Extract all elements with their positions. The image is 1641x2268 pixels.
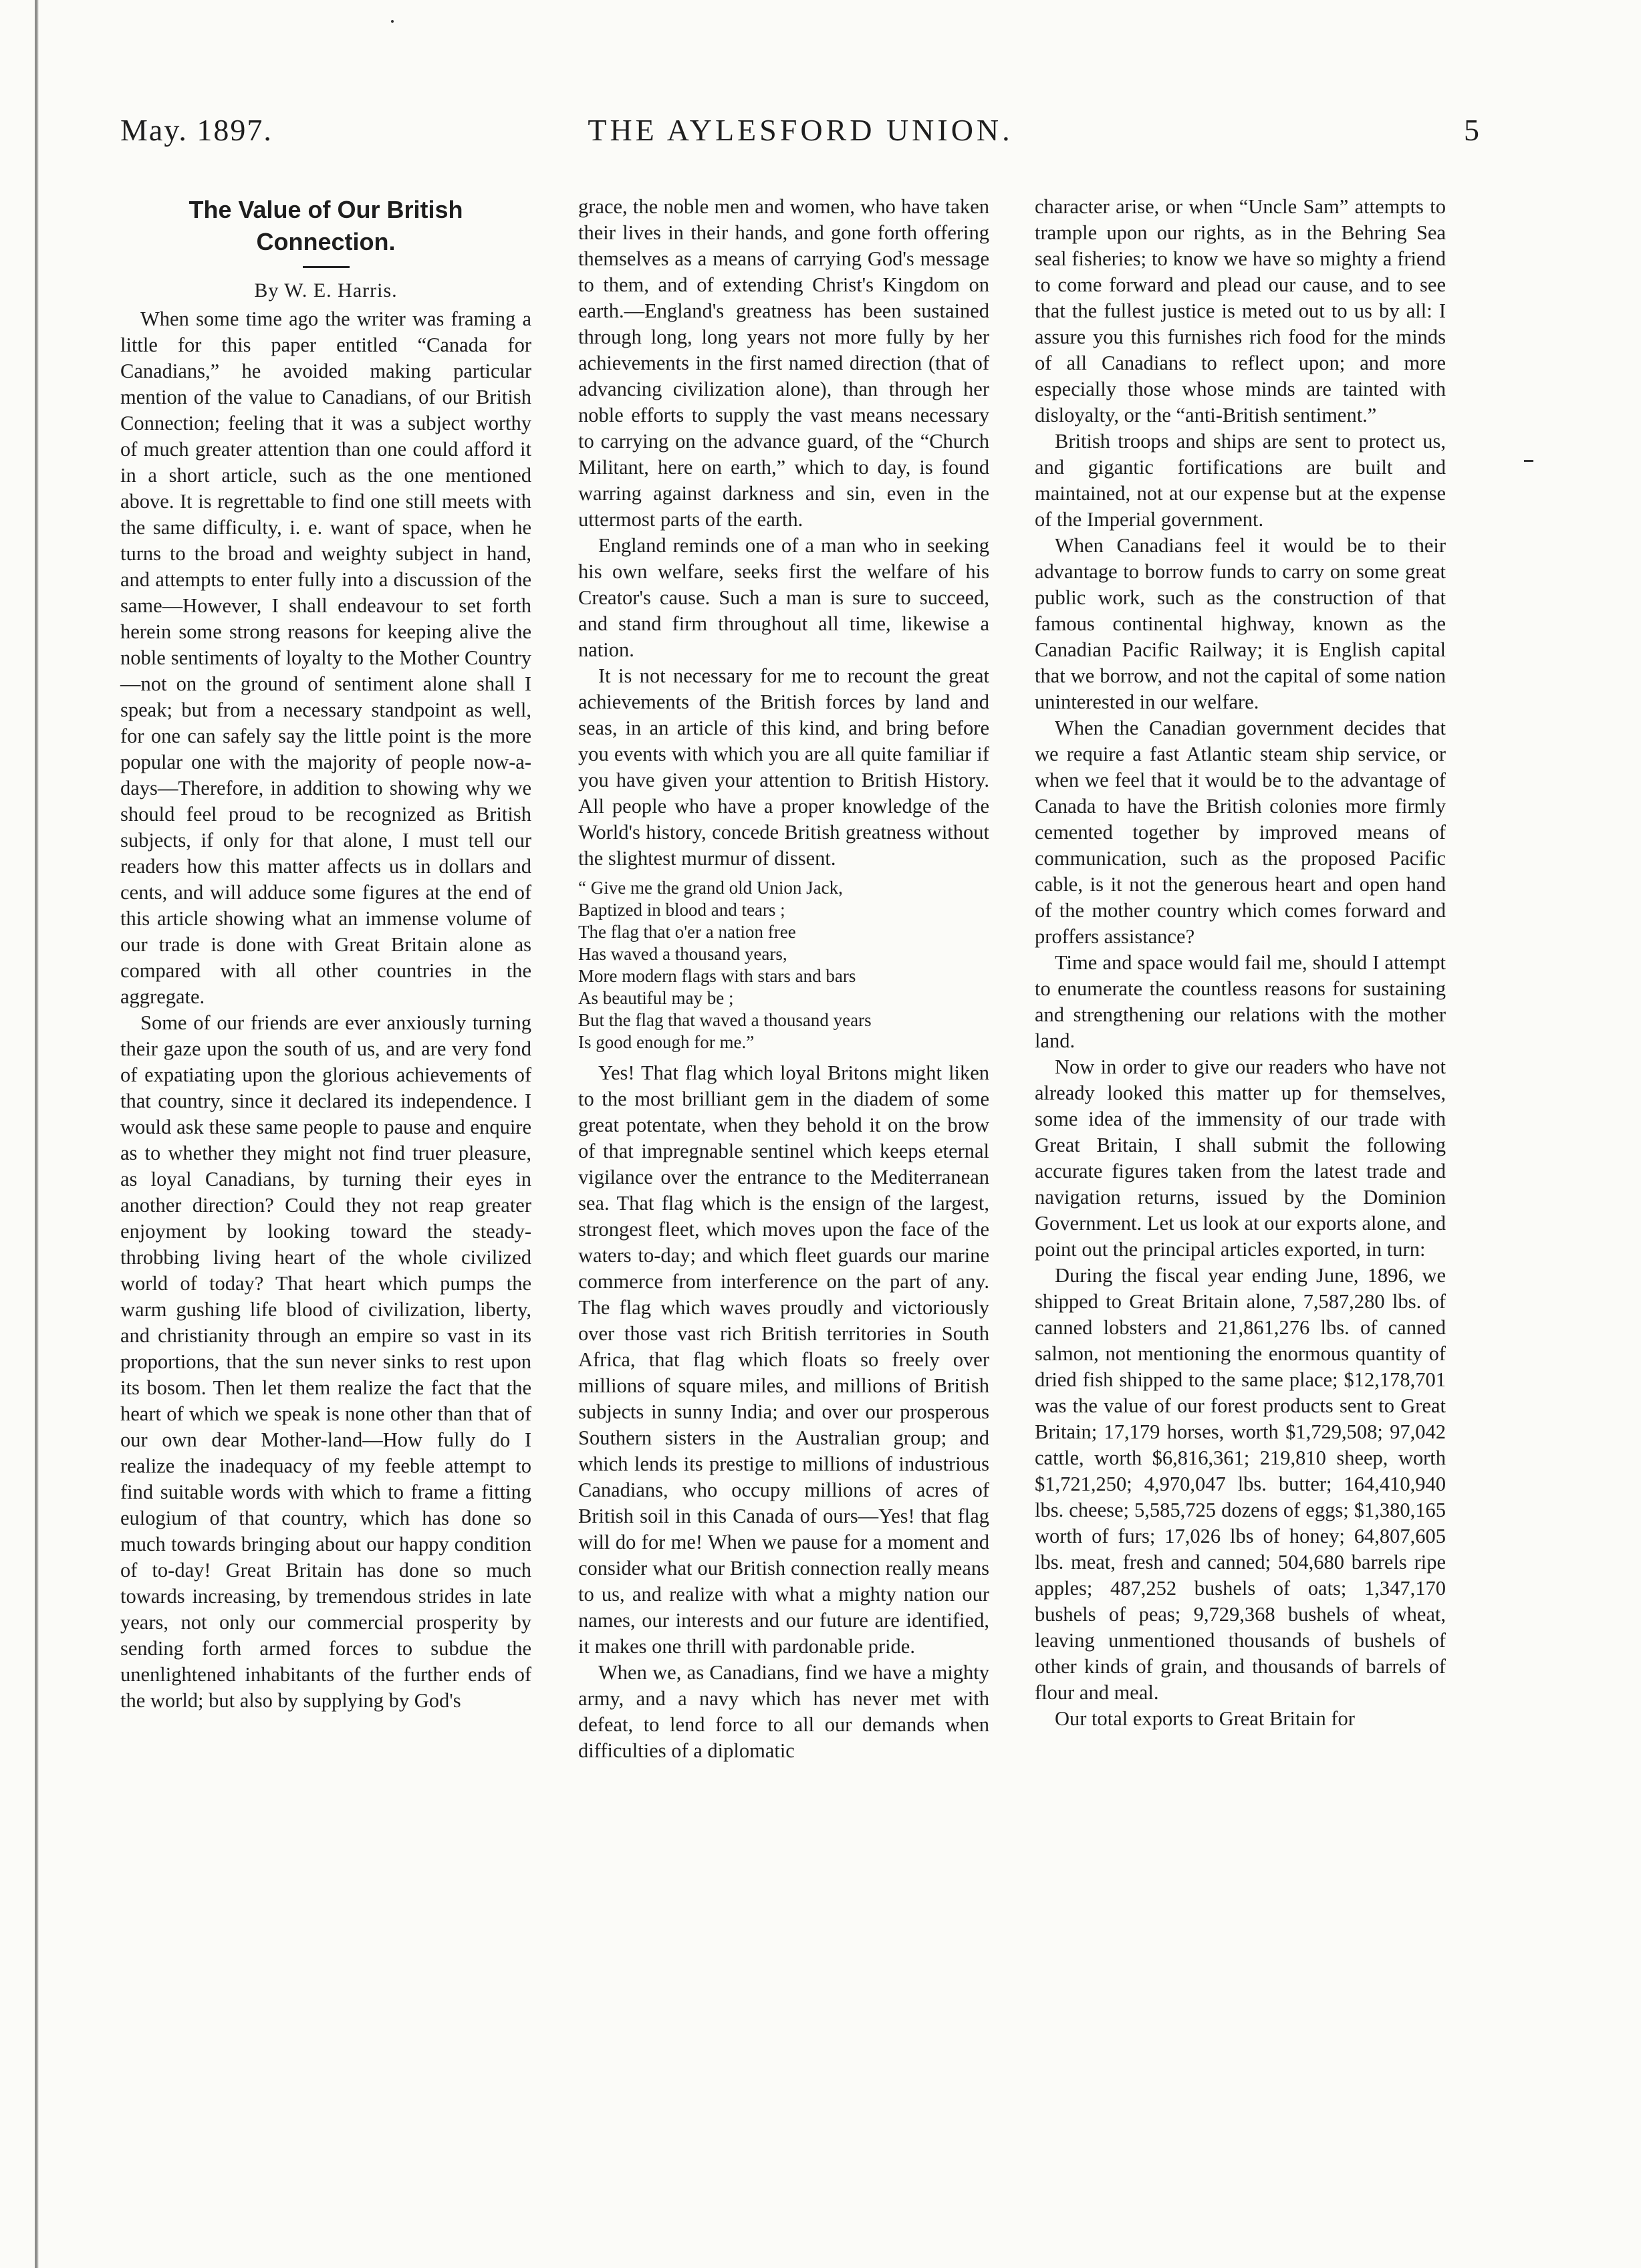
page-number: 5 [1464, 113, 1481, 147]
paragraph: During the fiscal year ending June, 1896, we shipped to Great Britain alone, 7,587,280 lbs. of canned lobsters and 21,861,276 lbs. of canned salmon, not mentioning the enormous quantity of dried fish shipped to the same place; $12,178,701 was the value of our forest products sent to Great Britain; 17,179 horses, worth $1,729,508; 97,042 cattle, worth $6,816,361; 219,810 sheep, worth $1,721,250; 4,970,047 lbs. butter; 164,410,940 lbs. cheese; 5,585,725 dozens of eggs; $1,380,165 worth of furs; 17,026 lbs of honey; 64,807,605 lbs. meat, fresh and canned; 504,680 barrels ripe apples; 487,252 bushels of oats; 1,347,170 bushels of peas; 9,729,368 bushels of wheat, leaving unmentioned thousands of bushels of other kinds of grain, and thousands of barrels of flour and meal. [1035, 1264, 1446, 1704]
page-header [120, 112, 1481, 159]
title-rule [303, 266, 350, 268]
poem-line: But the flag that waved a thousand years [578, 1010, 872, 1030]
paragraph: It is not necessary for me to recount the great achievements of the British forces by land and seas, in an article of this kind, and bring before you events with which you are all quite familiar if you have given your attention to British History. All people who have a proper knowledge of the World's history, concede British greatness without the slightest murmur of dissent. [578, 664, 989, 870]
article-byline: By W. E. Harris. [254, 279, 398, 301]
paragraph: British troops and ships are sent to protect us, and gigantic fortifications are built and maintained, not at our expense but at the expense of the Imperial government. [1035, 430, 1446, 531]
paragraph: When we, as Canadians, find we have a mighty army, and a navy which has never met with defeat, to lend force to all our demands when difficulties of a diplomatic [578, 1661, 989, 1762]
paragraph: When Canadians feel it would be to their advantage to borrow funds to carry on some great public work, such as the construction of that famous continental highway, known as the Canadian Pacific Railway; it is English capital that we borrow, and not the capital of some nation uninterested in our welfare. [1035, 534, 1446, 713]
paragraph: Some of our friends are ever anxiously turning their gaze upon the south of us, and are very fond of expatiating upon the glorious achievements of that country, since it declared its independence. I would ask these same people to pause and enquire as to whether they might not find truer pleasure, as loyal Canadians, by turning their eyes in another direction? Could they not reap greater enjoyment by looking toward the steady-throbbing living heart of the whole civilized world of today? That heart which pumps the warm gushing life blood of civilization, liberty, and christianity through an empire so vast in its proportions, that the sun never sinks to rest upon its bosom. Then let them realize the fact that the heart of which we speak is none other than that of our own dear Mother-land—How fully do I realize the inadequacy of my feeble attempt to find suitable words with which to frame a fitting eulogium of that country, which has done so much towards bringing about our happy condition of to-day! Great Britain has done so much towards increasing, by tremendous strides in late years, not only our commercial prosperity by sending forth armed forces to subdue the unenlightened inhabitants of the further ends of the world; but also by supplying by God's [120, 1011, 531, 1712]
margin-mark [1524, 460, 1533, 462]
paragraph: character arise, or when “Uncle Sam” attempts to trample upon our rights, as in the Behring Sea seal fisheries; to know we have so mighty a friend to come forward and plead our cause, and to see that the fullest justice is meted out to us by all: I assure you this furnishes rich food for the minds of all Canadians to reflect upon; and more especially those whose minds are tainted with disloyalty, or the “anti-British sentiment.” [1035, 195, 1446, 426]
poem-line: The flag that o'er a nation free [578, 922, 796, 942]
column-3 [1035, 194, 1446, 1732]
journal-title: THE AYLESFORD UNION. [588, 113, 1013, 147]
poem-line: Has waved a thousand years, [578, 944, 787, 964]
paragraph: grace, the noble men and women, who have taken their lives in their hands, and gone forth offering themselves as a means of carrying God's message to them, and of extending Christ's Kingdom on earth.—England's greatness has been sustained through long, long years not more fully by her achievements in the first named direction (that of advancing civilization alone), than through her noble efforts to supply the vast means necessary to carrying on the advance guard, of the “Church Militant, here on earth,” which to day, is found warring against darkness and sin, even in the uttermost parts of the earth. [578, 195, 989, 531]
paragraph: England reminds one of a man who in seeking his own welfare, seeks first the welfare of his Creator's cause. Such a man is sure to succeed, and stand firm throughout all time, likewise a nation. [578, 534, 989, 661]
article-title: The Value of Our British Connection. [188, 196, 463, 255]
poem-line: “ Give me the grand old Union Jack, [578, 878, 843, 898]
column-1 [120, 194, 531, 1714]
paragraph: When the Canadian government decides that we require a fast Atlantic steam ship service, or when we feel that it would be to the advantage of Canada to have the British colonies more firmly cemented together by improved means of communication, such as the proposed Pacific cable, is it not the generous heart and open hand of the mother country which comes forward and proffers assistance? [1035, 717, 1446, 948]
poem [578, 877, 989, 1053]
column-2 [578, 194, 989, 1764]
binding-edge [35, 0, 39, 2268]
paragraph: Our total exports to Great Britain for [1055, 1707, 1355, 1730]
print-speck [391, 20, 394, 23]
poem-line: As beautiful may be ; [578, 988, 734, 1008]
paragraph: When some time ago the writer was framing a little for this paper entitled “Canada for Canadians,” he avoided making particular mention of the value to Canadians, of our British Connection; feeling that it was a subject worthy of much greater attention than one could afford it in a short article, such as the one mentioned above. It is regrettable to find one still meets with the same difficulty, i. e. want of space, when he turns to the broad and weighty subject in hand, and attempts to enter fully into a discussion of the same—However, I shall endeavour to set forth herein some strong reasons for keeping alive the noble sentiments of loyalty to the Mother Country—not on the ground of sentiment alone shall I speak; but from a necessary standpoint as well, for one can safely say the little point is the more popular one with the majority of people now-a-days—Therefore, in addition to showing why we should feel proud to be recognized as British subjects, if only for that alone, I must tell our readers how this matter affects us in dollars and cents, and will adduce some figures at the end of this article showing what an immense volume of our trade is done with Great Britain alone as compared with all other countries in the aggregate. [120, 307, 531, 1008]
poem-line: Is good enough for me.” [578, 1032, 755, 1052]
paragraph: Yes! That flag which loyal Britons might liken to the most brilliant gem in the diadem of some great potentate, when they behold it on the brow of that impregnable sentinel which keeps eternal vigilance over the entrance to the Mediterranean sea. That flag which is the ensign of the largest, strongest fleet, which moves upon the face of the waters to-day; and which fleet guards our marine commerce from interference on the part of any. The flag which waves proudly and victoriously over those vast rich British territories in South Africa, that flag which floats so freely over millions of square miles, and millions of British subjects in sunny India; and over our prosperous Southern sisters in the Australian group; and which lends its prestige to millions of industrious Canadians, who occupy millions of acres of British soil in this Canada of ours—Yes! that flag will do for me! When we pause for a moment and consider what our British connection really means to us, and realize with what a mighty nation our names, our interests and our future are identified, it makes one thrill with pardonable pride. [578, 1061, 989, 1658]
paragraph: Now in order to give our readers who have not already looked this matter up for themselves, some idea of the immensity of our trade with Great Britain, I shall submit the following accurate figures taken from the latest trade and navigation returns, issued by the Dominion Government. Let us look at our exports alone, and point out the principal articles exported, in turn: [1035, 1055, 1446, 1261]
issue-date: May. 1897. [120, 113, 273, 147]
paragraph: Time and space would fail me, should I attempt to enumerate the countless reasons for sustaining and strengthening our relations with the mother land. [1035, 951, 1446, 1052]
poem-line: Baptized in blood and tears ; [578, 900, 785, 920]
poem-line: More modern flags with stars and bars [578, 966, 856, 986]
